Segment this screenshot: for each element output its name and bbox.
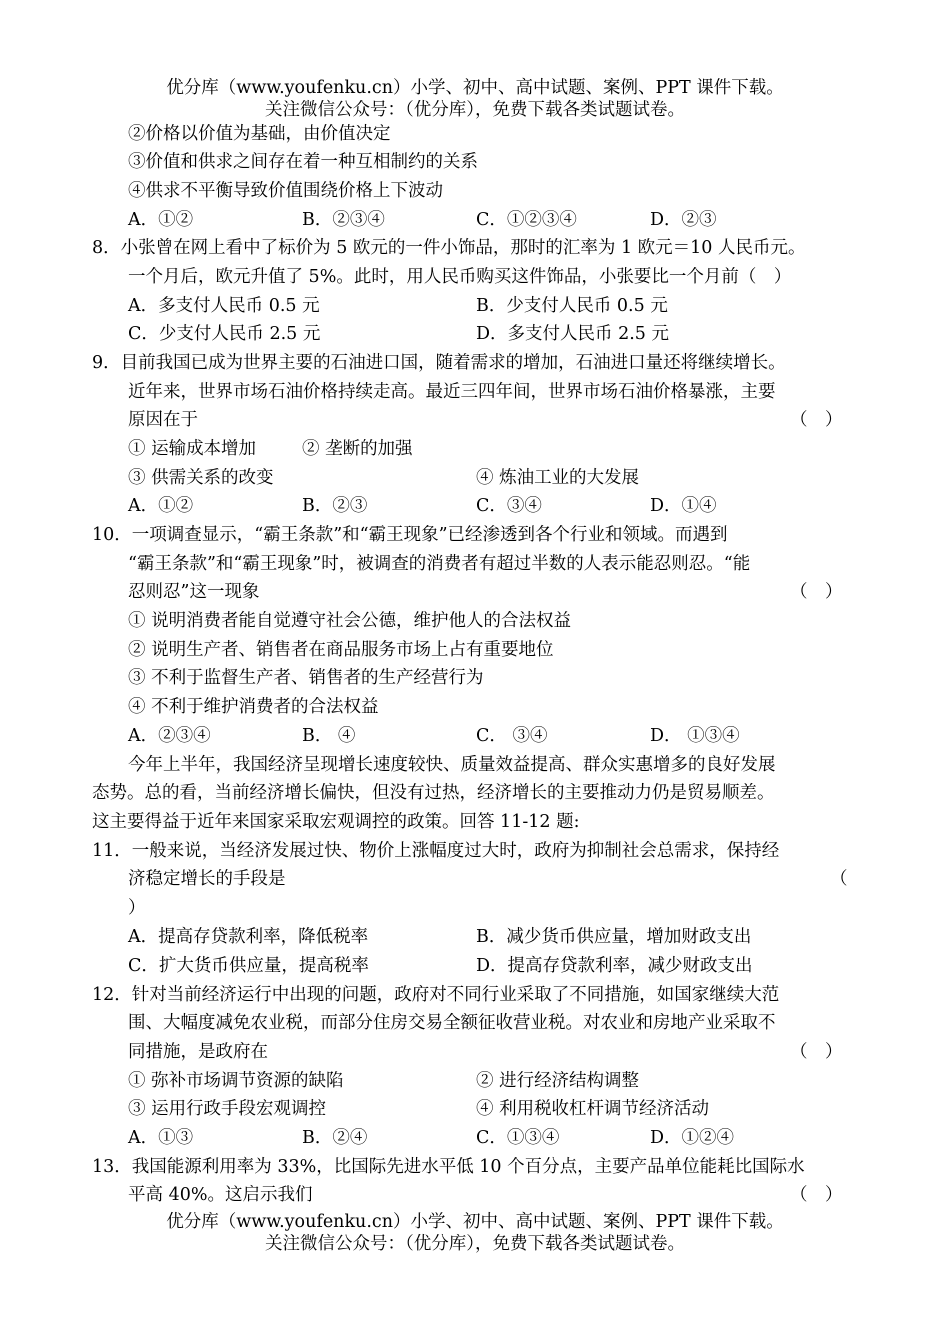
q12-stem-line-1: 12．针对当前经济运行中出现的问题，政府对不同行业采取了不同措施，如国家继续大范 xyxy=(92,985,780,1005)
q7-option-4: ④供求不平衡导致价值围绕价格上下波动 xyxy=(128,181,443,201)
q7-choice-d: D．②③ xyxy=(650,210,717,230)
q9-stem-line-2: 近年来，世界市场石油价格持续走高。最近三四年间，世界市场石油价格暴涨，主要 xyxy=(128,382,776,402)
q7-choice-b: B．②③④ xyxy=(302,210,385,230)
q8-stem-line-2: 一个月后，欧元升值了 5%。此时，用人民币购买这件饰品，小张要比一个月前（ ） xyxy=(128,267,792,287)
q12-stem-line-3: 同措施，是政府在 xyxy=(128,1042,268,1062)
q12-option-2: ② 进行经济结构调整 xyxy=(476,1071,640,1091)
q13-answer-blank: （ ） xyxy=(790,1185,843,1205)
q12-choice-d: D．①②④ xyxy=(650,1128,735,1148)
footer-line-2: 关注微信公众号：（优分库），免费下载各类试题试卷。 xyxy=(265,1234,685,1254)
q10-choice-c: C． ③④ xyxy=(476,726,548,746)
q12-stem-line-2: 围、大幅度减免农业税，而部分住房交易全额征收营业税。对农业和房地产业采取不 xyxy=(128,1013,776,1033)
q10-choice-d: D． ①③④ xyxy=(650,726,740,746)
q12-choice-a: A．①③ xyxy=(128,1128,194,1148)
q12-choice-b: B．②④ xyxy=(302,1128,368,1148)
q10-choice-a: A．②③④ xyxy=(128,726,211,746)
q10-stem-line-1: 10．一项调查显示，“霸王条款”和“霸王现象”已经渗透到各个行业和领域。而遇到 xyxy=(92,525,728,545)
q10-option-4: ④ 不利于维护消费者的合法权益 xyxy=(128,697,379,717)
q10-answer-blank: （ ） xyxy=(790,582,843,602)
q11-answer-blank-close: ） xyxy=(128,898,146,918)
q11-choice-d: D．提高存贷款利率，减少财政支出 xyxy=(476,956,753,976)
q8-choice-a: A．多支付人民币 0.5 元 xyxy=(128,296,320,316)
q7-choice-c: C．①②③④ xyxy=(476,210,577,230)
q11-answer-blank-open: （ xyxy=(830,869,848,889)
q10-stem-line-2: “霸王条款”和“霸王现象”时，被调查的消费者有超过半数的人表示能忍则忍。“能 xyxy=(128,554,751,574)
q9-option-2: ② 垄断的加强 xyxy=(302,439,413,459)
q12-option-1: ① 弥补市场调节资源的缺陷 xyxy=(128,1071,344,1091)
q11-choice-c: C．扩大货币供应量，提高税率 xyxy=(128,956,369,976)
q9-choice-c: C．③④ xyxy=(476,496,542,516)
q9-answer-blank: （ ） xyxy=(790,410,843,430)
header-line-2: 关注微信公众号：（优分库），免费下载各类试题试卷。 xyxy=(265,100,685,120)
q10-choice-b: B． ④ xyxy=(302,726,356,746)
q11-stem-line-2: 济稳定增长的手段是 xyxy=(128,869,286,889)
q9-choice-d: D．①④ xyxy=(650,496,717,516)
q9-option-3: ③ 供需关系的改变 xyxy=(128,468,274,488)
header-line-1: 优分库（www.youfenku.cn）小学、初中、高中试题、案例、PPT 课件下载。 xyxy=(166,78,784,98)
q9-option-1: ① 运输成本增加 xyxy=(128,439,257,459)
q10-stem-line-3: 忍则忍”这一现象 xyxy=(128,582,260,602)
q12-option-3: ③ 运用行政手段宏观调控 xyxy=(128,1099,327,1119)
q12-choice-c: C．①③④ xyxy=(476,1128,560,1148)
footer-line-1: 优分库（www.youfenku.cn）小学、初中、高中试题、案例、PPT 课件下载。 xyxy=(166,1212,784,1232)
passage-line-2: 态势。总的看，当前经济增长偏快，但没有过热，经济增长的主要推动力仍是贸易顺差。 xyxy=(92,783,775,803)
q10-option-2: ② 说明生产者、销售者在商品服务市场上占有重要地位 xyxy=(128,640,554,660)
q9-stem-line-3: 原因在于 xyxy=(128,410,198,430)
q11-stem-line-1: 11．一般来说，当经济发展过快、物价上涨幅度过大时，政府为抑制社会总需求，保持经 xyxy=(92,841,780,861)
q11-choice-b: B．减少货币供应量，增加财政支出 xyxy=(476,927,752,947)
passage-line-1: 今年上半年，我国经济呈现增长速度较快、质量效益提高、群众实惠增多的良好发展 xyxy=(128,755,776,775)
q9-choice-b: B．②③ xyxy=(302,496,368,516)
q7-option-3: ③价值和供求之间存在着一种互相制约的关系 xyxy=(128,152,478,172)
q13-stem-line-1: 13．我国能源利用率为 33%，比国际先进水平低 10 个百分点，主要产品单位能耗比国际水 xyxy=(92,1157,805,1177)
q12-answer-blank: （ ） xyxy=(790,1042,843,1062)
q10-option-3: ③ 不利于监督生产者、销售者的生产经营行为 xyxy=(128,668,484,688)
passage-line-3: 这主要得益于近年来国家采取宏观调控的政策。回答 11-12 题: xyxy=(92,812,580,832)
q9-option-4: ④ 炼油工业的大发展 xyxy=(476,468,640,488)
q7-choice-a: A．①② xyxy=(128,210,194,230)
q8-choice-c: C．少支付人民币 2.5 元 xyxy=(128,324,321,344)
q10-option-1: ① 说明消费者能自觉遵守社会公德，维护他人的合法权益 xyxy=(128,611,572,631)
q9-choice-a: A．①② xyxy=(128,496,194,516)
q9-stem-line-1: 9．目前我国已成为世界主要的石油进口国，随着需求的增加，石油进口量还将继续增长。 xyxy=(92,353,786,373)
q13-stem-line-2: 平高 40%。这启示我们 xyxy=(128,1185,313,1205)
q7-option-2: ②价格以价值为基础，由价值决定 xyxy=(128,124,391,144)
q11-choice-a: A．提高存贷款利率，降低税率 xyxy=(128,927,369,947)
q12-option-4: ④ 利用税收杠杆调节经济活动 xyxy=(476,1099,710,1119)
q8-choice-d: D．多支付人民币 2.5 元 xyxy=(476,324,669,344)
q8-choice-b: B．少支付人民币 0.5 元 xyxy=(476,296,668,316)
q8-stem-line-1: 8．小张曾在网上看中了标价为 5 欧元的一件小饰品，那时的汇率为 1 欧元＝10 人民币元。 xyxy=(92,238,806,258)
